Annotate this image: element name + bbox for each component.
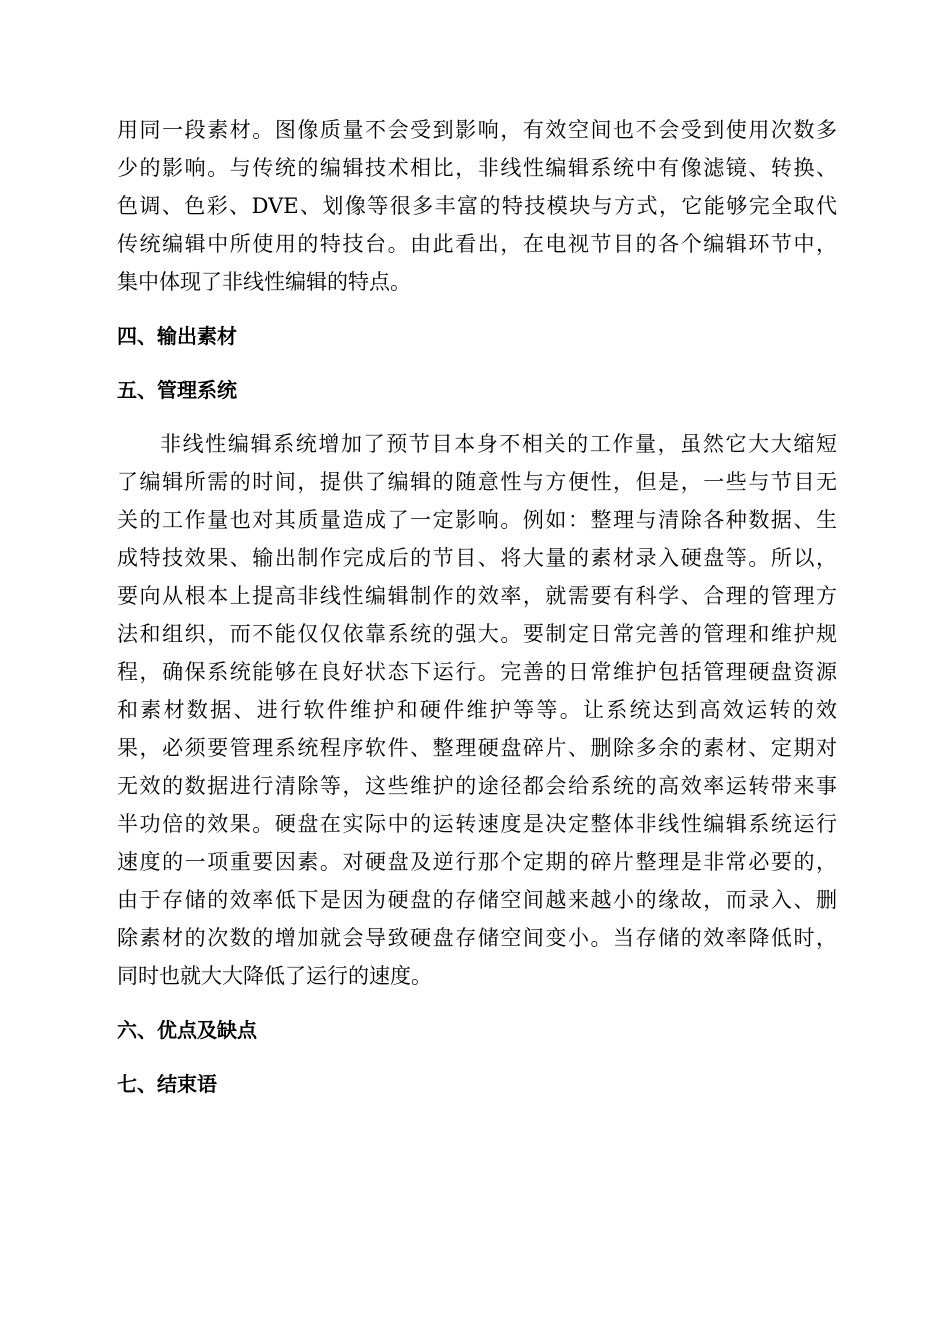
text-line: 程，确保系统能够在良好状态下运行。完善的日常维护包括管理硬盘资源 [117,660,837,684]
text-line: 成特技效果、输出制作完成后的节目、将大量的素材录入硬盘等。所以， [117,546,837,570]
text-line: 关的工作量也对其质量造成了一定影响。例如：整理与清除各种数据、生 [117,508,837,532]
section-heading-7: 七、结束语 [117,1072,217,1096]
text-line: 传统编辑中所使用的特技台。由此看出，在电视节目的各个编辑环节中， [117,232,837,256]
text-line: 果，必须要管理系统程序软件、整理硬盘碎片、删除多余的素材、定期对 [117,736,837,760]
section-heading-5: 五、管理系统 [117,378,237,402]
text-line: 用同一段素材。图像质量不会受到影响，有效空间也不会受到使用次数多 [117,118,837,142]
section-heading-4: 四、输出素材 [117,324,237,348]
text-line: 了编辑所需的时间，提供了编辑的随意性与方便性，但是，一些与节目无 [117,470,837,494]
text-line: 少的影响。与传统的编辑技术相比，非线性编辑系统中有像滤镜、转换、 [117,156,837,180]
text-line: 和素材数据、进行软件维护和硬件维护等等。让系统达到高效运转的效 [117,698,837,722]
text-line: 由于存储的效率低下是因为硬盘的存储空间越来越小的缘故，而录入、删 [117,888,837,912]
text-line: 法和组织，而不能仅仅依靠系统的强大。要制定日常完善的管理和维护规 [117,622,837,646]
text-line: 集中体现了非线性编辑的特点。 [117,270,411,294]
text-line: 要向从根本上提高非线性编辑制作的效率，就需要有科学、合理的管理方 [117,584,837,608]
section-heading-6: 六、优点及缺点 [117,1018,257,1042]
text-line: 同时也就大大降低了运行的速度。 [117,964,432,988]
text-line: 色调、色彩、DVE、划像等很多丰富的特技模块与方式，它能够完全取代 [117,194,837,218]
text-line: 除素材的次数的增加就会导致硬盘存储空间变小。当存储的效率降低时， [117,926,837,950]
text-line: 无效的数据进行清除等，这些维护的途径都会给系统的高效率运转带来事 [117,774,837,798]
text-line: 速度的一项重要因素。对硬盘及逆行那个定期的碎片整理是非常必要的， [117,850,837,874]
text-line: 非线性编辑系统增加了预节目本身不相关的工作量，虽然它大大缩短 [160,432,837,456]
text-line: 半功倍的效果。硬盘在实际中的运转速度是决定整体非线性编辑系统运行 [117,812,837,836]
